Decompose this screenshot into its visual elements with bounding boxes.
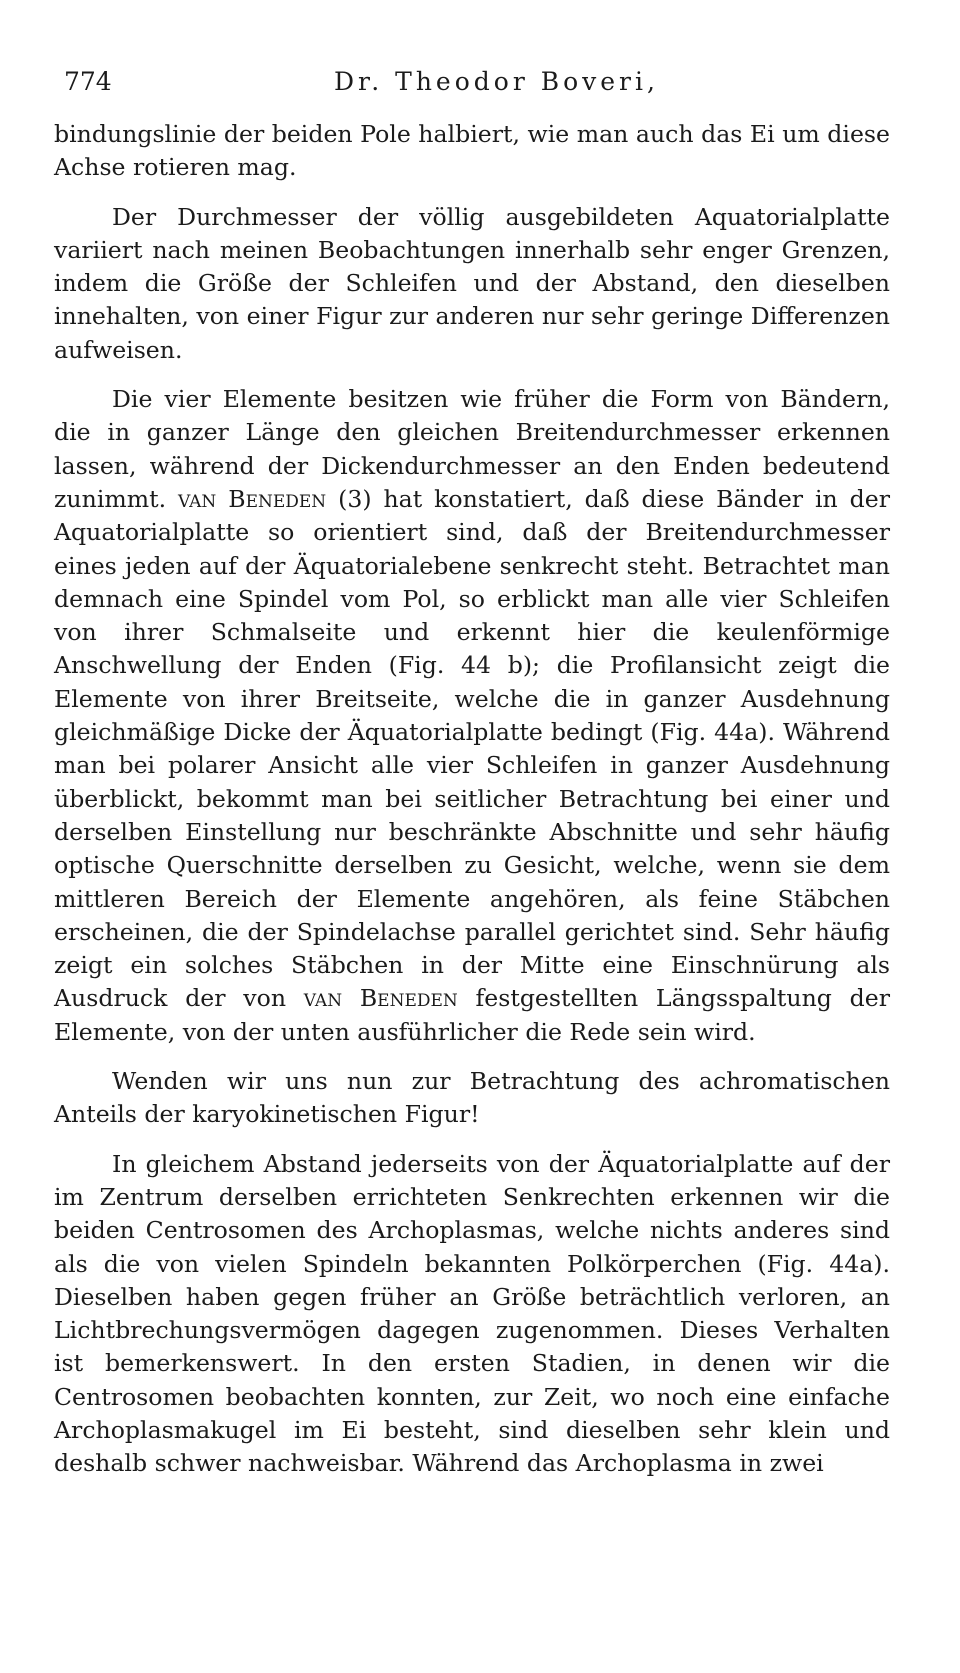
running-head-author: Dr. Theodor Boveri, [334, 67, 659, 96]
paragraph-diameter: Der Durchmesser der völlig ausgebildeten Aquatorialplatte variiert nach meinen Beobachtungen innerhalb sehr enger Grenzen, indem die Größe der Schleifen und der Abstand, den dieselben innehalten, von einer Figur zur anderen nur sehr geringe Differenzen aufweisen. [54, 202, 890, 364]
author-reference: van Beneden [178, 484, 327, 513]
paragraph-elements-part-1: Die vier Elemente besitzen wie früher die Form von Bändern, die in ganzer Länge den gleichen Breitendurchmesser erkennen lassen, während der Dickendurchmesser an den Enden bedeutend zunimmt. [54, 385, 890, 513]
paragraph-centrosomes: In gleichem Abstand jederseits von der Äquatorialplatte auf der im Zentrum derselben errichteten Senkrechten erkennen wir die beiden Centrosomen des Archoplasmas, welche nichts anderes sind als die von vielen Spindeln bekannten Polkörperchen (Fig. 44a). Dieselben haben gegen früher an Größe beträchtlich verloren, an Lichtbrechungsvermögen dagegen zugenommen. Dieses Verhalten ist bemerkenswert. In den ersten Stadien, in denen wir die Centrosomen beobachten konnten, zur Zeit, wo noch eine einfache Archoplasmakugel im Ei besteht, sind dieselben sehr klein und deshalb schwer nachweisbar. Während das Archoplasma in zwei [54, 1149, 890, 1478]
paragraph-elements-part-2: (3) hat konstatiert, daß diese Bänder in der Aquatorialplatte so orientiert sind, daß der Breitendurchmesser eines jeden auf der Äquatorialebene senkrecht steht. Betrachtet man demnach eine Spindel vom Pol, so erblickt man alle vier Schleifen von ihrer Schmalseite und erkennt hier die keulenförmige Anschwellung der Enden (Fig. 44 b); die Profilansicht zeigt die Elemente von ihrer Breitseite, welche die in ganzer Ausdehnung gleichmäßige Dicke der Äquatorialplatte bedingt (Fig. 44a). Während man bei polarer Ansicht alle vier Schleifen in ganzer Ausdehnung überblickt, bekommt man bei seitlicher Betrachtung bei einer und derselben Einstellung nur beschränkte Abschnitte und sehr häufig optische Querschnitte derselben zu Gesicht, welche, wenn sie dem mittleren Bereich der Elemente angehören, als feine Stäbchen erscheinen, die der Spindelachse parallel gerichtet sind. Sehr häufig zeigt ein solches Stäbchen in der Mitte eine Einschnürung als Ausdruck der von [54, 484, 891, 1013]
paragraph-continuation: bindungslinie der beiden Pole halbiert, wie man auch das Ei um diese Achse rotieren mag. [54, 120, 890, 182]
paragraph-achromatic: Wenden wir uns nun zur Betrachtung des achromatischen Anteils der karyokinetischen Figur! [54, 1067, 890, 1129]
author-reference: van Beneden [303, 984, 458, 1013]
body-text [54, 118, 890, 1481]
paragraph-elements-part-3: festgestellten Längsspaltung der Elemente, von der unten ausführlicher die Rede sein wird. [54, 984, 890, 1046]
page-number: 774 [64, 67, 112, 96]
paragraph-elements [54, 383, 890, 1049]
running-head [54, 62, 890, 102]
